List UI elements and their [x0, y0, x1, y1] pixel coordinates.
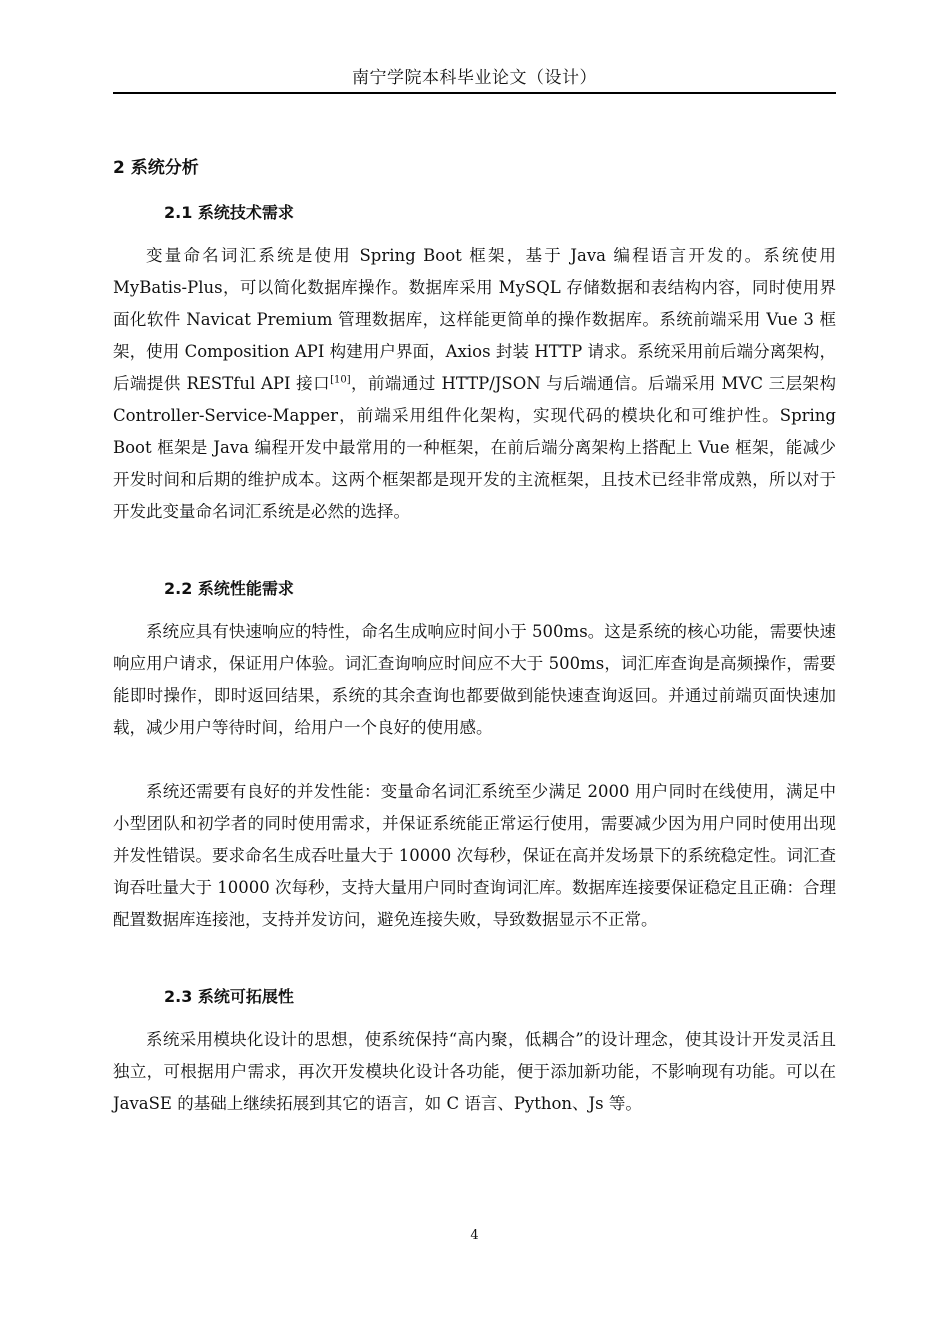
- paragraph-response-performance: 系统应具有快速响应的特性，命名生成响应时间小于 500ms。这是系统的核心功能，需要快速响应用户请求，保证用户体验。词汇查询响应时间应不大于 500ms，词汇库查询是高频操作，需要能即时操作，即时返回结果，系统的其余查询也都要做到能快速查询返回。并通过前端页面快速加载，减少用户等待时间，给用户一个良好的使用感。: [113, 622, 836, 737]
- section-heading-2-3: 2.3 系统可拓展性: [164, 987, 294, 1006]
- chapter-heading: 2 系统分析: [113, 158, 199, 178]
- paragraph-extensibility: 系统采用模块化设计的思想，使系统保持“高内聚，低耦合”的设计理念，使其设计开发灵活且独立，可根据用户需求，再次开发模块化设计各功能，便于添加新功能，不影响现有功能。可以在 JavaSE 的基础上继续拓展到其它的语言，如 C 语言、Python、Js 等。: [113, 1030, 836, 1113]
- paragraph-concurrency-performance: 系统还需要有良好的并发性能：变量命名词汇系统至少满足 2000 用户同时在线使用，满足中小型团队和初学者的同时使用需求，并保证系统能正常运行使用，需要减少因为用户同时使用出现并发性错误。要求命名生成吞吐量大于 10000 次每秒，保证在高并发场景下的系统稳定性。词汇查询吞吐量大于 10000 次每秒，支持大量用户同时查询词汇库。数据库连接要保证稳定且正确：合理配置数据库连接池，支持并发访问，避免连接失败，导致数据显示不正常。: [113, 782, 836, 929]
- paragraph-text-after-citation: ，前端通过 HTTP/JSON 与后端通信。后端采用 MVC 三层架构 Controller-Service-Mapper，前端采用组件化架构，实现代码的模块化和可维护性。Spring Boot 框架是 Java 编程开发中最常用的一种框架，在前后端分离架构上搭配上 Vue 框架，能减少开发时间和后期的维护成本。这两个框架都是现开发的主流框架，且技术已经非常成熟，所以对于开发此变量命名词汇系统是必然的选择。: [113, 374, 836, 521]
- header-rule: [113, 92, 836, 94]
- page-number: 4: [470, 1228, 479, 1243]
- running-header-title: 南宁学院本科毕业论文（设计）: [352, 68, 597, 88]
- section-heading-2-1: 2.1 系统技术需求: [164, 203, 294, 222]
- paragraph-text-before-citation: 变量命名词汇系统是使用 Spring Boot 框架，基于 Java 编程语言开发的。系统使用 MyBatis-Plus，可以简化数据库操作。数据库采用 MySQL 存储数据和表结构内容，同时使用界面化软件 Navicat Premium 管理数据库，这样能更简单的操作数据库。系统前端采用 Vue 3 框架，使用 Composition API 构建用户界面，Axios 封装 HTTP 请求。系统采用前后端分离架构，后端提供 RESTful API 接口: [113, 246, 836, 393]
- citation-reference: [10]: [330, 374, 351, 386]
- section-heading-2-2: 2.2 系统性能需求: [164, 579, 294, 598]
- paragraph-technical-requirements: [113, 240, 836, 528]
